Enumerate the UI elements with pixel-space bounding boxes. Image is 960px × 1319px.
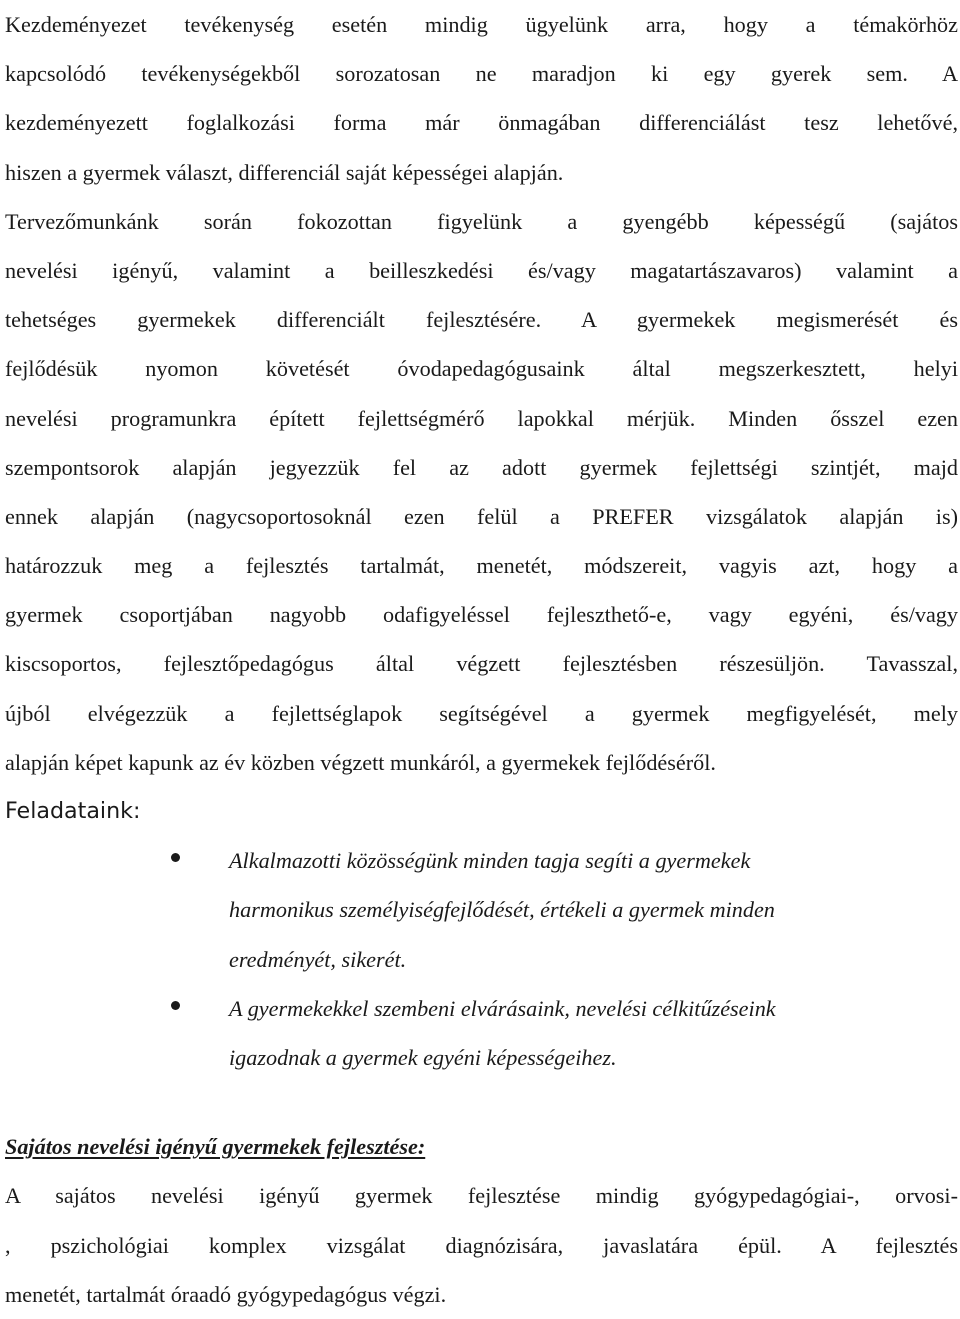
list-item bbox=[5, 836, 929, 984]
list-item-line: eredményét, sikerét. bbox=[229, 946, 407, 972]
list-item bbox=[5, 984, 929, 1082]
text-line: alapján képet kapunk az év közben végzett munkáról, a gyermekek fejlődéséről. bbox=[5, 749, 716, 775]
text-line: A sajátos nevelési igényű gyermek fejlesztése mindig gyógypedagógiai-, orvosi- bbox=[5, 1183, 958, 1209]
text-line: ennek alapján (nagycsoportosoknál ezen felül a PREFER vizsgálatok alapján is) bbox=[5, 503, 958, 529]
text-line: nevelési programunkra épített fejlettségmérő lapokkal mérjük. Minden ősszel ezen bbox=[5, 405, 958, 431]
list-item-line: harmonikus személyiségfejlődését, értékeli a gyermek minden bbox=[229, 897, 775, 923]
section-heading: Sajátos nevelési igényű gyermekek fejlesztése: bbox=[5, 1134, 426, 1160]
paragraph-planning-work bbox=[5, 197, 958, 787]
tasks-list bbox=[5, 836, 958, 1082]
list-item-line: Alkalmazotti közösségünk minden tagja segíti a gyermekek bbox=[229, 848, 751, 874]
bullet-icon bbox=[171, 1001, 180, 1010]
text-line: Tervezőmunkánk során fokozottan figyelünk a gyengébb képességű (sajátos bbox=[5, 208, 958, 234]
text-line: , pszichológiai komplex vizsgálat diagnózisára, javaslatára épül. A fejlesztés bbox=[5, 1232, 958, 1258]
text-line: kapcsolódó tevékenységekből sorozatosan ne maradjon ki egy gyerek sem. A bbox=[5, 61, 958, 87]
text-line: nevelési igényű, valamint a beilleszkedési és/vagy magatartászavaros) valamint a bbox=[5, 257, 958, 283]
text-line: újból elvégezzük a fejlettséglapok segítségével a gyermek megfigyelését, mely bbox=[5, 700, 958, 726]
bullet-icon bbox=[171, 853, 180, 862]
list-item-line: igazodnak a gyermek egyéni képességeihez. bbox=[229, 1044, 617, 1070]
text-line: szempontsorok alapján jegyezzük fel az adott gyermek fejlettségi szintjét, majd bbox=[5, 454, 958, 480]
text-line: hiszen a gyermek választ, differenciál saját képességei alapján. bbox=[5, 159, 564, 185]
list-item-line: A gyermekekkel szembeni elvárásaink, nevelési célkitűzéseink bbox=[229, 995, 776, 1021]
text-line: menetét, tartalmát óraadó gyógypedagógus végzi. bbox=[5, 1281, 447, 1307]
paragraph-initiated-activities bbox=[5, 0, 958, 197]
text-line: kiscsoportos, fejlesztőpedagógus által végzett fejlesztésben részesüljön. Tavasszal, bbox=[5, 651, 958, 677]
text-line: Kezdeményezet tevékenység esetén mindig ügyelünk arra, hogy a témakörhöz bbox=[5, 12, 958, 37]
text-line: határozzuk meg a fejlesztés tartalmát, menetét, módszereit, vagyis azt, hogy a bbox=[5, 553, 958, 579]
paragraph-special-needs bbox=[5, 1171, 958, 1319]
text-line: kezdeményezett foglalkozási forma már önmagában differenciálást tesz lehetővé, bbox=[5, 110, 958, 136]
text-line: gyermek csoportjában nagyobb odafigyeléssel fejleszthető-e, vagy egyéni, és/vagy bbox=[5, 602, 958, 628]
text-line: tehetséges gyermekek differenciált fejlesztésére. A gyermekek megismerését és bbox=[5, 307, 958, 333]
document-page bbox=[5, 0, 958, 1319]
tasks-label: Feladataink: bbox=[5, 798, 141, 824]
text-line: fejlődésük nyomon követését óvodapedagógusaink által megszerkesztett, helyi bbox=[5, 356, 958, 382]
